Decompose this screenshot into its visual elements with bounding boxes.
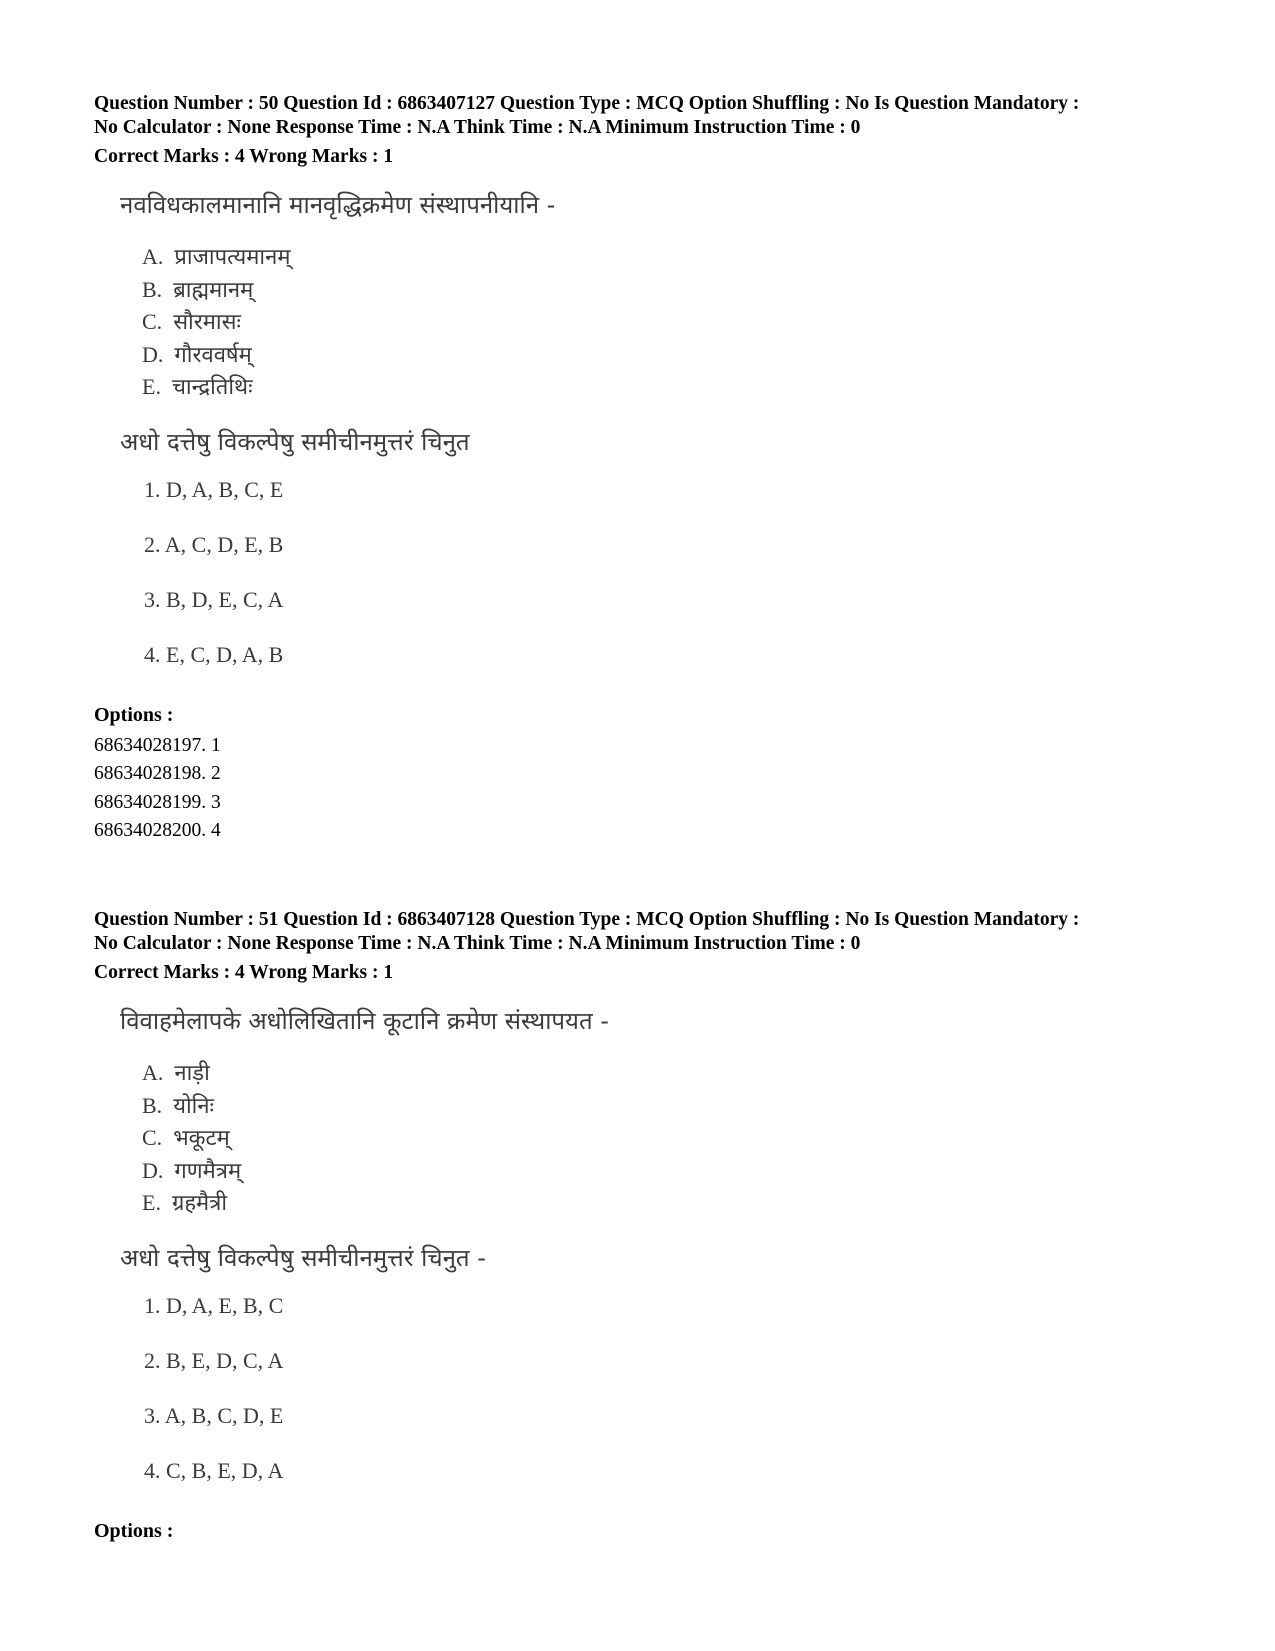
question-stem: नवविधकालमानानि मानवृद्धिक्रमेण संस्थापनीयानि - [120, 191, 556, 219]
item-text: ग्रहमैत्री [171, 1191, 228, 1216]
option-item: 68634028198. 2 [94, 763, 221, 784]
list-item [142, 274, 1214, 307]
option-item: 68634028200. 4 [94, 820, 221, 841]
question-meta-line-1: Question Number : 50 Question Id : 6863407127 Question Type : MCQ Option Shuffling : No Is Question Mandatory : [94, 93, 1080, 114]
choice-item: 3. B, D, E, C, A [144, 586, 284, 612]
item-label: E. [142, 1190, 161, 1215]
option-item: 68634028199. 3 [94, 791, 221, 813]
choice-item: 4. E, C, D, A, B [144, 641, 284, 667]
item-label: D. [142, 1157, 164, 1183]
item-text: भकूटम् [173, 1126, 230, 1151]
question-marks: Correct Marks : 4 Wrong Marks : 1 [94, 962, 394, 983]
item-text: गौरववर्षम् [174, 342, 252, 368]
list-item [142, 1187, 1214, 1220]
list-item [142, 1090, 1214, 1123]
choice-item: 1. D, A, E, B, C [144, 1292, 284, 1318]
question-instruction: अधो दत्तेषु विकल्पेषु समीचीनमुत्तरं चिनुत - [120, 1243, 486, 1272]
choice-item: 1. D, A, B, C, E [144, 476, 284, 502]
list-item [142, 1057, 1214, 1090]
item-label: C. [142, 1125, 163, 1150]
list-item [142, 1122, 1214, 1155]
item-label: A. [142, 244, 164, 269]
list-item [142, 339, 1214, 372]
item-text: सौरमासः [173, 310, 241, 335]
item-text: नाड़ी [174, 1061, 210, 1086]
question-meta-line-2: No Calculator : None Response Time : N.A Think Time : N.A Minimum Instruction Time : 0 [94, 117, 861, 138]
item-text: योनिः [173, 1093, 214, 1119]
item-list [142, 1057, 1214, 1220]
option-item: 68634028197. 1 [94, 734, 221, 756]
options-heading: Options : [94, 703, 174, 726]
list-item [142, 1155, 1214, 1188]
options-list [94, 732, 1214, 846]
question-instruction: अधो दत्तेषु विकल्पेषु समीचीनमुत्तरं चिनुत [120, 427, 470, 456]
choice-item: 2. B, E, D, C, A [144, 1347, 284, 1373]
item-text: प्राजापत्यमानम् [174, 245, 291, 270]
item-text: गणमैत्रम् [174, 1158, 242, 1184]
item-label: E. [142, 374, 161, 399]
question-51 [94, 908, 1214, 1548]
item-text: चान्द्रतिथिः [171, 375, 253, 400]
options-heading: Options : [94, 1519, 174, 1542]
item-label: D. [142, 341, 164, 367]
item-text: ब्राह्ममानम् [173, 277, 254, 303]
question-body [120, 1005, 1214, 1512]
item-label: C. [142, 309, 163, 334]
question-50 [94, 92, 1214, 846]
list-item [142, 306, 1214, 339]
list-item [142, 371, 1214, 404]
question-body [120, 189, 1214, 696]
choice-item: 3. A, B, C, D, E [144, 1402, 284, 1428]
item-label: B. [142, 1092, 163, 1118]
choice-list [144, 476, 1214, 696]
question-marks: Correct Marks : 4 Wrong Marks : 1 [94, 146, 394, 167]
choice-item: 2. A, C, D, E, B [144, 531, 284, 557]
list-item [142, 241, 1214, 274]
choice-item: 4. C, B, E, D, A [144, 1457, 284, 1483]
item-label: A. [142, 1060, 164, 1085]
question-meta-line-1: Question Number : 51 Question Id : 6863407128 Question Type : MCQ Option Shuffling : No Is Question Mandatory : [94, 909, 1080, 930]
item-list [142, 241, 1214, 404]
question-meta-line-2: No Calculator : None Response Time : N.A Think Time : N.A Minimum Instruction Time : 0 [94, 933, 861, 954]
item-label: B. [142, 276, 163, 302]
choice-list [144, 1292, 1214, 1512]
question-stem: विवाहमेलापके अधोलिखितानि कूटानि क्रमेण संस्थापयत - [120, 1007, 609, 1035]
